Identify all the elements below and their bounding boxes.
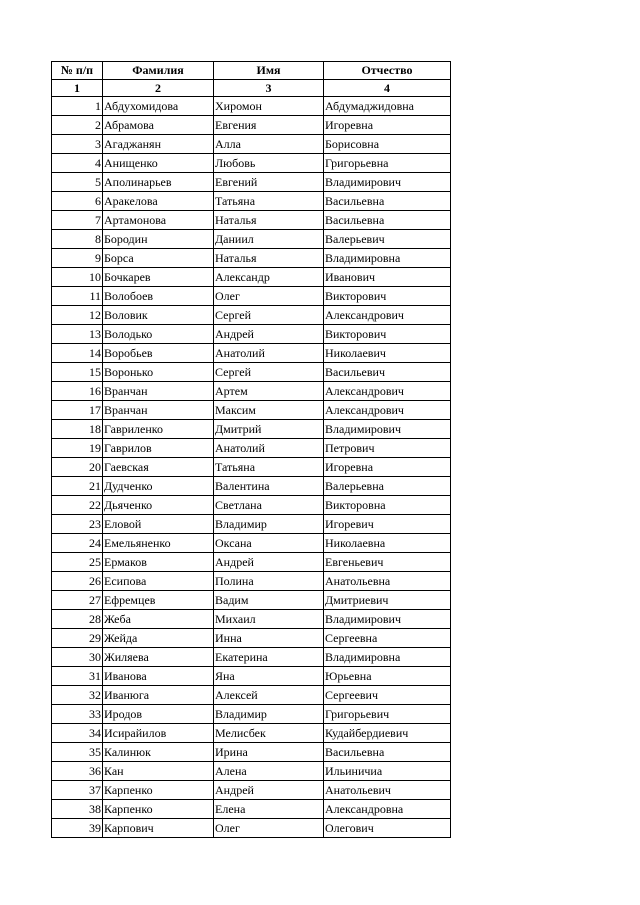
last-name-cell: Еловой: [103, 515, 214, 534]
last-name-cell: Кан: [103, 762, 214, 781]
first-name-cell: Артем: [214, 382, 324, 401]
table-row: [52, 686, 451, 705]
header-first-name: Имя: [214, 62, 324, 80]
first-name-cell: Яна: [214, 667, 324, 686]
patronymic-cell: Васильевна: [324, 211, 451, 230]
patronymic-cell: Викторовна: [324, 496, 451, 515]
patronymic-cell: Васильевна: [324, 743, 451, 762]
table-row: [52, 439, 451, 458]
last-name-cell: Агаджанян: [103, 135, 214, 154]
row-number: 8: [52, 230, 103, 249]
table-row: [52, 135, 451, 154]
header-patronymic: Отчество: [324, 62, 451, 80]
patronymic-cell: Владимирович: [324, 610, 451, 629]
row-number: 19: [52, 439, 103, 458]
row-number: 31: [52, 667, 103, 686]
last-name-cell: Исирайилов: [103, 724, 214, 743]
last-name-cell: Воловик: [103, 306, 214, 325]
table-row: [52, 572, 451, 591]
patronymic-cell: Владимировна: [324, 648, 451, 667]
first-name-cell: Полина: [214, 572, 324, 591]
row-number: 32: [52, 686, 103, 705]
first-name-cell: Сергей: [214, 363, 324, 382]
row-number: 16: [52, 382, 103, 401]
last-name-cell: Гаевская: [103, 458, 214, 477]
table-row: [52, 363, 451, 382]
patronymic-cell: Игоревна: [324, 116, 451, 135]
table-row: [52, 173, 451, 192]
patronymic-cell: Владимирович: [324, 420, 451, 439]
first-name-cell: Наталья: [214, 249, 324, 268]
first-name-cell: Алла: [214, 135, 324, 154]
patronymic-cell: Александрович: [324, 382, 451, 401]
patronymic-cell: Борисовна: [324, 135, 451, 154]
last-name-cell: Гавриленко: [103, 420, 214, 439]
patronymic-cell: Александрович: [324, 306, 451, 325]
first-name-cell: Наталья: [214, 211, 324, 230]
first-name-cell: Андрей: [214, 553, 324, 572]
first-name-cell: Олег: [214, 287, 324, 306]
first-name-cell: Анатолий: [214, 439, 324, 458]
table-body: [52, 97, 451, 838]
first-name-cell: Михаил: [214, 610, 324, 629]
table-row: [52, 553, 451, 572]
last-name-cell: Дудченко: [103, 477, 214, 496]
row-number: 4: [52, 154, 103, 173]
table-header: [52, 62, 451, 97]
column-number: 1: [52, 80, 103, 97]
row-number: 37: [52, 781, 103, 800]
row-number: 39: [52, 819, 103, 838]
last-name-cell: Вранчан: [103, 401, 214, 420]
first-name-cell: Татьяна: [214, 458, 324, 477]
first-name-cell: Алексей: [214, 686, 324, 705]
last-name-cell: Карпенко: [103, 800, 214, 819]
row-number: 26: [52, 572, 103, 591]
patronymic-cell: Иванович: [324, 268, 451, 287]
table-row: [52, 325, 451, 344]
row-number: 17: [52, 401, 103, 420]
patronymic-cell: Александрович: [324, 401, 451, 420]
last-name-cell: Есипова: [103, 572, 214, 591]
row-number: 13: [52, 325, 103, 344]
header-number: № п/п: [52, 62, 103, 80]
patronymic-cell: Александровна: [324, 800, 451, 819]
last-name-cell: Ермаков: [103, 553, 214, 572]
row-number: 12: [52, 306, 103, 325]
row-number: 24: [52, 534, 103, 553]
patronymic-cell: Анатольевна: [324, 572, 451, 591]
last-name-cell: Волобоев: [103, 287, 214, 306]
patronymic-cell: Валерьевна: [324, 477, 451, 496]
table-row: [52, 230, 451, 249]
last-name-cell: Жиляева: [103, 648, 214, 667]
last-name-cell: Иванова: [103, 667, 214, 686]
table-row: [52, 344, 451, 363]
row-number: 18: [52, 420, 103, 439]
first-name-cell: Олег: [214, 819, 324, 838]
last-name-cell: Воронько: [103, 363, 214, 382]
last-name-cell: Емельяненко: [103, 534, 214, 553]
row-number: 15: [52, 363, 103, 382]
row-number: 14: [52, 344, 103, 363]
table-row: [52, 249, 451, 268]
row-number: 35: [52, 743, 103, 762]
patronymic-cell: Викторович: [324, 287, 451, 306]
first-name-cell: Оксана: [214, 534, 324, 553]
last-name-cell: Карпенко: [103, 781, 214, 800]
patronymic-cell: Ильиничиа: [324, 762, 451, 781]
last-name-cell: Аракелова: [103, 192, 214, 211]
row-number: 21: [52, 477, 103, 496]
last-name-cell: Гаврилов: [103, 439, 214, 458]
patronymic-cell: Владимирович: [324, 173, 451, 192]
row-number: 29: [52, 629, 103, 648]
row-number: 33: [52, 705, 103, 724]
row-number: 36: [52, 762, 103, 781]
row-number: 2: [52, 116, 103, 135]
row-number: 6: [52, 192, 103, 211]
table-row: [52, 629, 451, 648]
column-number-row: [52, 80, 451, 97]
table-row: [52, 401, 451, 420]
last-name-cell: Иванюга: [103, 686, 214, 705]
table-row: [52, 116, 451, 135]
last-name-cell: Ефремцев: [103, 591, 214, 610]
last-name-cell: Абрамова: [103, 116, 214, 135]
row-number: 11: [52, 287, 103, 306]
first-name-cell: Елена: [214, 800, 324, 819]
last-name-cell: Володько: [103, 325, 214, 344]
row-number: 10: [52, 268, 103, 287]
first-name-cell: Даниил: [214, 230, 324, 249]
last-name-cell: Дьяченко: [103, 496, 214, 515]
last-name-cell: Карпович: [103, 819, 214, 838]
row-number: 5: [52, 173, 103, 192]
row-number: 1: [52, 97, 103, 116]
patronymic-cell: Кудайбердиевич: [324, 724, 451, 743]
patronymic-cell: Николаевна: [324, 534, 451, 553]
table-row: [52, 211, 451, 230]
first-name-cell: Инна: [214, 629, 324, 648]
patronymic-cell: Сергеевна: [324, 629, 451, 648]
patronymic-cell: Дмитриевич: [324, 591, 451, 610]
table-row: [52, 819, 451, 838]
first-name-cell: Алена: [214, 762, 324, 781]
first-name-cell: Владимир: [214, 705, 324, 724]
first-name-cell: Вадим: [214, 591, 324, 610]
first-name-cell: Ирина: [214, 743, 324, 762]
last-name-cell: Анищенко: [103, 154, 214, 173]
last-name-cell: Вранчан: [103, 382, 214, 401]
first-name-cell: Александр: [214, 268, 324, 287]
table-row: [52, 382, 451, 401]
patronymic-cell: Сергеевич: [324, 686, 451, 705]
first-name-cell: Светлана: [214, 496, 324, 515]
first-name-cell: Евгения: [214, 116, 324, 135]
row-number: 30: [52, 648, 103, 667]
first-name-cell: Владимир: [214, 515, 324, 534]
row-number: 28: [52, 610, 103, 629]
table-row: [52, 667, 451, 686]
patronymic-cell: Юрьевна: [324, 667, 451, 686]
row-number: 27: [52, 591, 103, 610]
patronymic-cell: Игоревна: [324, 458, 451, 477]
patronymic-cell: Николаевич: [324, 344, 451, 363]
patronymic-cell: Викторович: [324, 325, 451, 344]
last-name-cell: Жеба: [103, 610, 214, 629]
table-row: [52, 154, 451, 173]
table-row: [52, 458, 451, 477]
last-name-cell: Аполинарьев: [103, 173, 214, 192]
row-number: 9: [52, 249, 103, 268]
column-number: 4: [324, 80, 451, 97]
last-name-cell: Иродов: [103, 705, 214, 724]
row-number: 20: [52, 458, 103, 477]
column-number: 2: [103, 80, 214, 97]
row-number: 23: [52, 515, 103, 534]
table-row: [52, 724, 451, 743]
table-row: [52, 648, 451, 667]
patronymic-cell: Игоревич: [324, 515, 451, 534]
table-row: [52, 268, 451, 287]
table-row: [52, 306, 451, 325]
last-name-cell: Абдухомидова: [103, 97, 214, 116]
patronymic-cell: Петрович: [324, 439, 451, 458]
patronymic-cell: Евгеньевич: [324, 553, 451, 572]
patronymic-cell: Владимировна: [324, 249, 451, 268]
last-name-cell: Бородин: [103, 230, 214, 249]
patronymic-cell: Олегович: [324, 819, 451, 838]
row-number: 34: [52, 724, 103, 743]
column-number: 3: [214, 80, 324, 97]
first-name-cell: Андрей: [214, 781, 324, 800]
patronymic-cell: Абдумаджидовна: [324, 97, 451, 116]
first-name-cell: Сергей: [214, 306, 324, 325]
first-name-cell: Любовь: [214, 154, 324, 173]
patronymic-cell: Васильевна: [324, 192, 451, 211]
row-number: 3: [52, 135, 103, 154]
patronymic-cell: Васильевич: [324, 363, 451, 382]
row-number: 38: [52, 800, 103, 819]
header-row: [52, 62, 451, 80]
table-row: [52, 477, 451, 496]
last-name-cell: Жейда: [103, 629, 214, 648]
first-name-cell: Татьяна: [214, 192, 324, 211]
row-number: 25: [52, 553, 103, 572]
last-name-cell: Артамонова: [103, 211, 214, 230]
table-row: [52, 781, 451, 800]
table-row: [52, 705, 451, 724]
last-name-cell: Калинюк: [103, 743, 214, 762]
first-name-cell: Андрей: [214, 325, 324, 344]
first-name-cell: Мелисбек: [214, 724, 324, 743]
first-name-cell: Евгений: [214, 173, 324, 192]
first-name-cell: Максим: [214, 401, 324, 420]
table-row: [52, 97, 451, 116]
header-last-name: Фамилия: [103, 62, 214, 80]
table-row: [52, 800, 451, 819]
first-name-cell: Екатерина: [214, 648, 324, 667]
patronymic-cell: Валерьевич: [324, 230, 451, 249]
table-row: [52, 762, 451, 781]
table-row: [52, 591, 451, 610]
table-row: [52, 192, 451, 211]
table-row: [52, 420, 451, 439]
first-name-cell: Хиромон: [214, 97, 324, 116]
patronymic-cell: Григорьевна: [324, 154, 451, 173]
first-name-cell: Дмитрий: [214, 420, 324, 439]
roster-table: [51, 61, 451, 838]
table-row: [52, 534, 451, 553]
row-number: 22: [52, 496, 103, 515]
table-row: [52, 515, 451, 534]
patronymic-cell: Анатольевич: [324, 781, 451, 800]
patronymic-cell: Григорьевич: [324, 705, 451, 724]
first-name-cell: Валентина: [214, 477, 324, 496]
row-number: 7: [52, 211, 103, 230]
table-row: [52, 610, 451, 629]
first-name-cell: Анатолий: [214, 344, 324, 363]
last-name-cell: Бочкарев: [103, 268, 214, 287]
table-row: [52, 287, 451, 306]
last-name-cell: Борса: [103, 249, 214, 268]
last-name-cell: Воробьев: [103, 344, 214, 363]
table-row: [52, 743, 451, 762]
table-row: [52, 496, 451, 515]
